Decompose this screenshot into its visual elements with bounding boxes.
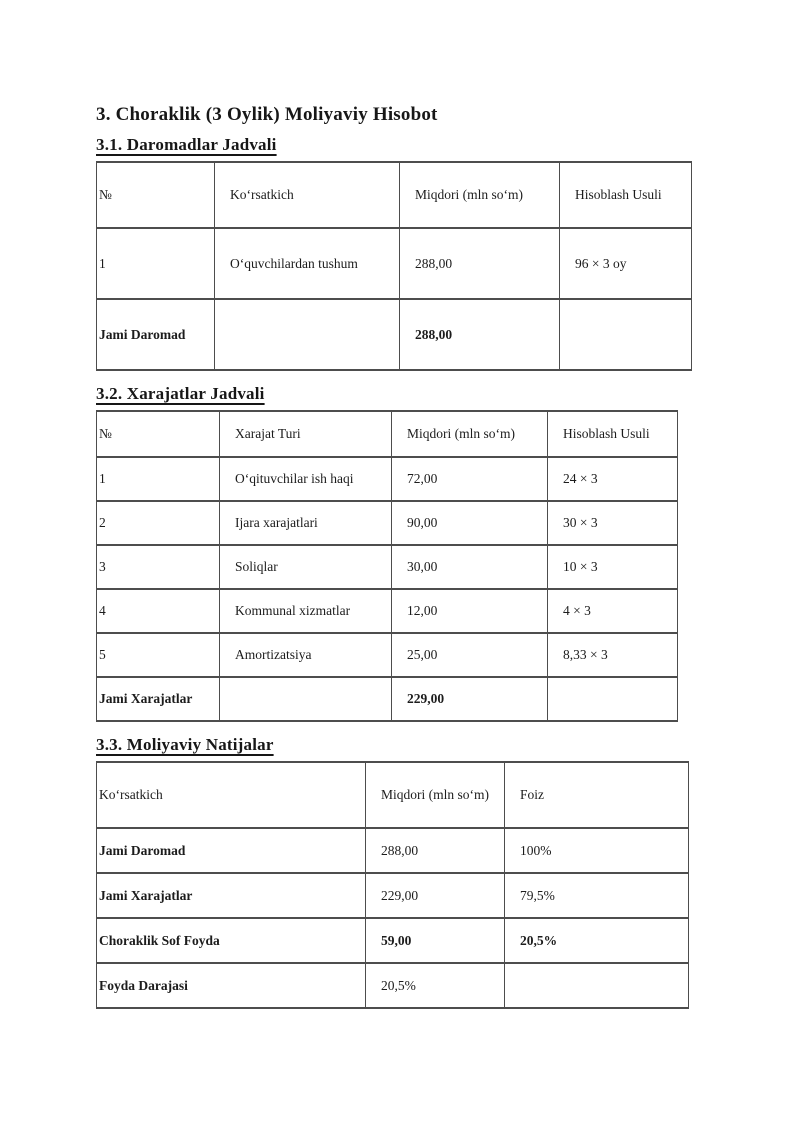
table-row (97, 633, 678, 677)
table-cell: 20,5% (505, 918, 689, 963)
table-cell: Jami Xarajatlar (97, 873, 366, 918)
table-cell: 1 (97, 457, 220, 501)
table-cell: Foyda Darajasi (97, 963, 366, 1008)
table-cell (215, 299, 400, 370)
table-row (97, 963, 689, 1008)
table-cell: 24 × 3 (548, 457, 678, 501)
column-header: № (97, 411, 220, 457)
table-row (97, 873, 689, 918)
table-header-row (97, 762, 689, 828)
column-header: Miqdori (mln so‘m) (392, 411, 548, 457)
table-cell: 3 (97, 545, 220, 589)
table-cell: O‘quvchilardan tushum (215, 228, 400, 299)
column-header: Hisoblash Usuli (560, 162, 692, 228)
table-row (97, 677, 678, 721)
table-row (97, 828, 689, 873)
table-header-row (97, 411, 678, 457)
table-cell: Jami Xarajatlar (97, 677, 220, 721)
table-row (97, 501, 678, 545)
table-cell: 5 (97, 633, 220, 677)
table-cell: 1 (97, 228, 215, 299)
table-cell: 30 × 3 (548, 501, 678, 545)
table-cell: 20,5% (366, 963, 505, 1008)
column-header: Hisoblash Usuli (548, 411, 678, 457)
table-cell: 30,00 (392, 545, 548, 589)
table-row (97, 299, 692, 370)
section-natijalar (96, 735, 760, 1009)
table-cell: 72,00 (392, 457, 548, 501)
table-cell: 25,00 (392, 633, 548, 677)
table-row (97, 918, 689, 963)
table-cell: 100% (505, 828, 689, 873)
section-heading-daromadlar: 3.1. Daromadlar Jadvali (96, 135, 277, 154)
table-cell: 59,00 (366, 918, 505, 963)
table-cell (505, 963, 689, 1008)
column-header: Xarajat Turi (220, 411, 392, 457)
table-cell: Jami Daromad (97, 299, 215, 370)
table-cell (560, 299, 692, 370)
column-header: Miqdori (mln so‘m) (400, 162, 560, 228)
section-heading-xarajatlar: 3.2. Xarajatlar Jadvali (96, 384, 265, 403)
table-cell: 90,00 (392, 501, 548, 545)
column-header: Foiz (505, 762, 689, 828)
column-header: Miqdori (mln so‘m) (366, 762, 505, 828)
table-header-row (97, 162, 692, 228)
section-heading-natijalar: 3.3. Moliyaviy Natijalar (96, 735, 274, 754)
table-row (97, 589, 678, 633)
column-header: Ko‘rsatkich (215, 162, 400, 228)
table-cell: Kommunal xizmatlar (220, 589, 392, 633)
table-cell: Jami Daromad (97, 828, 366, 873)
section-xarajatlar (96, 384, 760, 722)
table-cell (220, 677, 392, 721)
xarajatlar-table (96, 410, 678, 722)
table-cell: 8,33 × 3 (548, 633, 678, 677)
table-cell: Choraklik Sof Foyda (97, 918, 366, 963)
table-cell: 229,00 (392, 677, 548, 721)
table-cell: 2 (97, 501, 220, 545)
section-daromadlar (96, 135, 760, 371)
table-cell: 229,00 (366, 873, 505, 918)
daromadlar-table (96, 161, 692, 371)
table-cell: 10 × 3 (548, 545, 678, 589)
table-cell: O‘qituvchilar ish haqi (220, 457, 392, 501)
column-header: Ko‘rsatkich (97, 762, 366, 828)
table-row (97, 545, 678, 589)
column-header: № (97, 162, 215, 228)
table-cell: 79,5% (505, 873, 689, 918)
table-cell: Ijara xarajatlari (220, 501, 392, 545)
table-cell: Amortizatsiya (220, 633, 392, 677)
table-cell: 4 (97, 589, 220, 633)
table-cell: 4 × 3 (548, 589, 678, 633)
table-cell: 96 × 3 oy (560, 228, 692, 299)
page-title: 3. Choraklik (3 Oylik) Moliyaviy Hisobot (96, 104, 438, 125)
table-cell: Soliqlar (220, 545, 392, 589)
table-cell (548, 677, 678, 721)
natijalar-table (96, 761, 689, 1009)
table-cell: 288,00 (366, 828, 505, 873)
table-cell: 288,00 (400, 228, 560, 299)
table-row (97, 457, 678, 501)
table-row (97, 228, 692, 299)
table-cell: 12,00 (392, 589, 548, 633)
table-cell: 288,00 (400, 299, 560, 370)
